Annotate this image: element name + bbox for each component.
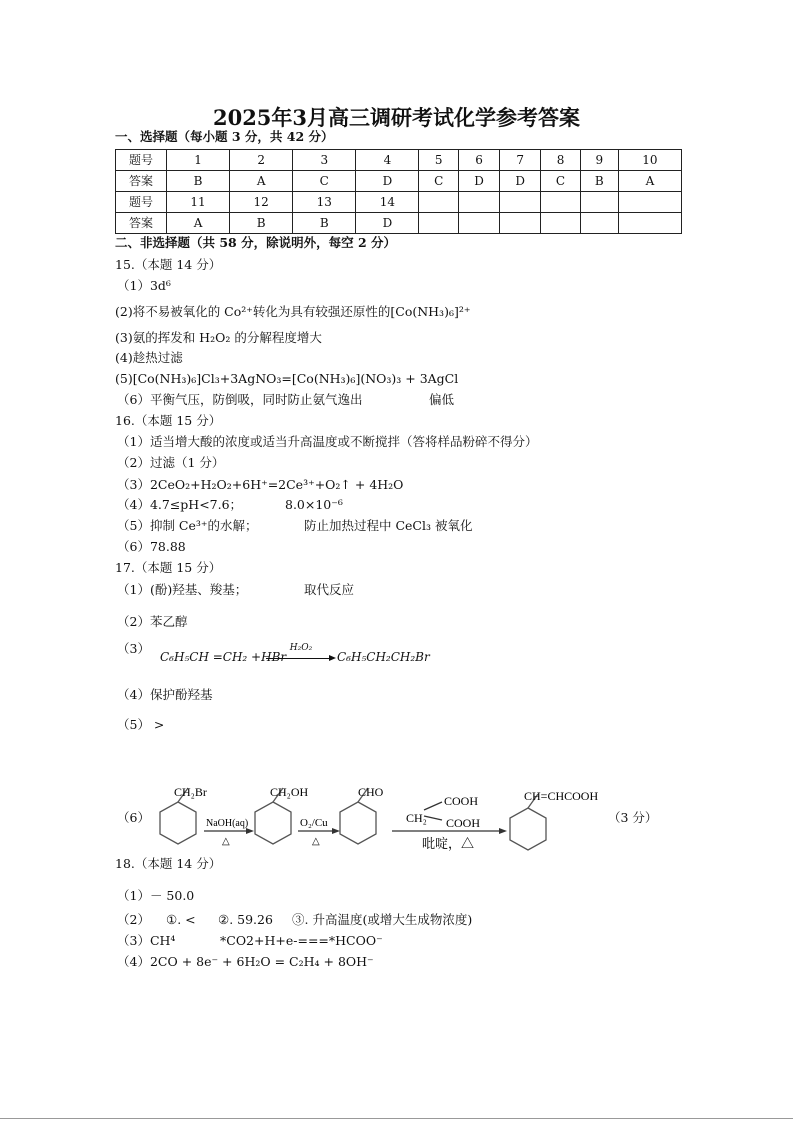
malonic-cooh-2: COOH: [446, 816, 481, 830]
table-cell: 12: [230, 192, 293, 213]
reaction-arrow: [266, 643, 336, 661]
table-row: [116, 192, 682, 213]
q15-header: 15.（本题 14 分）: [115, 257, 222, 272]
compound-2-label: CH₂OH: [270, 785, 309, 799]
table-cell: B: [293, 213, 356, 234]
q15-answer-3: (3)氨的挥发和 H₂O₂ 的分解程度增大: [115, 330, 322, 345]
q18-answer-4: （4）2CO + 8e⁻ + 6H₂O = C₂H₄ + 8OH⁻: [117, 954, 374, 969]
q16-answer-5a: （5）抑制 Ce³⁺的水解；: [117, 518, 258, 533]
table-cell: 2: [230, 150, 293, 171]
table-cell: C: [541, 171, 580, 192]
table-cell: 3: [293, 150, 356, 171]
table-cell: 1: [167, 150, 230, 171]
table-cell: [458, 192, 499, 213]
table-cell: [500, 213, 541, 234]
q18-header: 18.（本题 14 分）: [115, 856, 222, 871]
q17-answer-6-label: （6）: [117, 810, 150, 825]
table-cell: 5: [419, 150, 458, 171]
section1-heading: 一、选择题（每小题 3 分，共 42 分）: [115, 129, 334, 144]
table-cell: D: [356, 171, 419, 192]
step-3-condition: 吡啶，△: [422, 836, 475, 851]
table-row: [116, 150, 682, 171]
row-header-cell: 答案: [116, 213, 167, 234]
q17-answer-2: （2）苯乙醇: [117, 614, 188, 629]
table-cell: [500, 192, 541, 213]
q16-header: 16.（本题 15 分）: [115, 413, 222, 428]
table-cell: A: [230, 171, 293, 192]
q15-answer-6a: （6）平衡气压，防倒吸，同时防止氨气逸出: [117, 392, 363, 407]
q18-answer-2-1: ①. <: [166, 912, 196, 927]
table-row: [116, 171, 682, 192]
q15-answer-6b: 偏低: [429, 392, 455, 407]
q15-answer-1: （1）3d⁶: [117, 278, 171, 293]
q18-answer-3b: *CO2+H+e-===*HCOO⁻: [220, 933, 383, 948]
row-header-cell: 题号: [116, 150, 167, 171]
compound-3-label: CHO: [358, 785, 384, 799]
table-cell: [618, 192, 681, 213]
q15-answer-4: (4)趁热过滤: [115, 350, 183, 365]
table-cell: [580, 192, 618, 213]
malonic-ch2: CH₂: [406, 811, 427, 825]
table-cell: 10: [618, 150, 681, 171]
section2-heading: 二、非选择题（共 58 分，除说明外，每空 2 分）: [115, 235, 397, 250]
q15-answer-5: (5)[Co(NH₃)₆]Cl₃+3AgNO₃=[Co(NH₃)₆](NO₃)₃ + 3AgCl: [115, 371, 459, 386]
q17-answer-4: （4）保护酚羟基: [117, 687, 213, 702]
malonic-cooh-1: COOH: [444, 794, 479, 808]
table-cell: [541, 213, 580, 234]
q18-answer-2-3: ③. 升高温度(或增大生成物浓度): [292, 912, 473, 927]
table-cell: B: [580, 171, 618, 192]
q16-answer-2: （2）过滤（1 分）: [117, 455, 225, 470]
table-cell: 6: [458, 150, 499, 171]
table-cell: [458, 213, 499, 234]
step-1-reagent: NaOH(aq): [206, 818, 249, 829]
q16-answer-1: （1）适当增大酸的浓度或适当升高温度或不断搅拌（答将样品粉碎不得分）: [117, 434, 538, 449]
q17-equation-lhs: C₆H₅CH =CH₂ +HBr: [160, 650, 287, 664]
q16-answer-5b: 防止加热过程中 CeCl₃ 被氧化: [304, 518, 473, 533]
table-cell: B: [167, 171, 230, 192]
q17-answer-3-label: （3）: [117, 641, 150, 656]
q17-header: 17.（本题 15 分）: [115, 560, 222, 575]
table-cell: 9: [580, 150, 618, 171]
step-2-condition: △: [312, 836, 320, 847]
q18-answer-1: （1）－ 50.0: [117, 888, 195, 903]
table-cell: B: [230, 213, 293, 234]
table-cell: [419, 192, 458, 213]
table-cell: 7: [500, 150, 541, 171]
q17-answer-5: （5） >: [117, 717, 165, 732]
table-cell: D: [500, 171, 541, 192]
table-cell: [419, 213, 458, 234]
page-bottom-border: [0, 1118, 793, 1119]
table-cell: C: [293, 171, 356, 192]
answer-table: [115, 149, 682, 234]
table-cell: 8: [541, 150, 580, 171]
table-cell: D: [458, 171, 499, 192]
q17-answer-6-points: （3 分）: [608, 810, 658, 825]
step-2-reagent: O₂/Cu: [300, 817, 328, 829]
q16-answer-3: （3）2CeO₂+H₂O₂+6H⁺=2Ce³⁺+O₂↑ + 4H₂O: [117, 477, 404, 492]
q16-answer-4a: （4）4.7≤pH<7.6；: [117, 497, 243, 512]
reaction-condition: H₂O₂: [289, 643, 313, 653]
q16-answer-4b: 8.0×10⁻⁶: [285, 497, 343, 512]
compound-1-label: CH₂Br: [174, 785, 207, 799]
table-row: [116, 213, 682, 234]
table-cell: A: [167, 213, 230, 234]
table-cell: 13: [293, 192, 356, 213]
table-cell: [618, 213, 681, 234]
table-cell: [541, 192, 580, 213]
synthesis-scheme: [150, 780, 620, 860]
q18-answer-2-label: （2）: [117, 912, 150, 927]
row-header-cell: 题号: [116, 192, 167, 213]
q15-answer-2: (2)将不易被氧化的 Co²⁺转化为具有较强还原性的[Co(NH₃)₆]²⁺: [115, 304, 471, 319]
row-header-cell: 答案: [116, 171, 167, 192]
q17-answer-1b: 取代反应: [304, 582, 355, 597]
table-cell: 4: [356, 150, 419, 171]
q17-answer-1a: （1）(酚)羟基、羧基；: [117, 582, 248, 597]
table-cell: A: [618, 171, 681, 192]
document-title: 2025年3月高三调研考试化学参考答案: [212, 105, 581, 130]
q17-equation-rhs: C₆H₅CH₂CH₂Br: [337, 650, 430, 664]
q18-answer-3a: （3）CH⁴: [117, 933, 176, 948]
table-cell: 14: [356, 192, 419, 213]
table-cell: C: [419, 171, 458, 192]
table-cell: D: [356, 213, 419, 234]
table-cell: 11: [167, 192, 230, 213]
step-1-condition: △: [222, 836, 230, 847]
compound-4-label: CH=CHCOOH: [524, 789, 599, 803]
q18-answer-2-2: ②. 59.26: [218, 912, 273, 927]
q16-answer-6: （6）78.88: [117, 539, 186, 554]
table-cell: [580, 213, 618, 234]
